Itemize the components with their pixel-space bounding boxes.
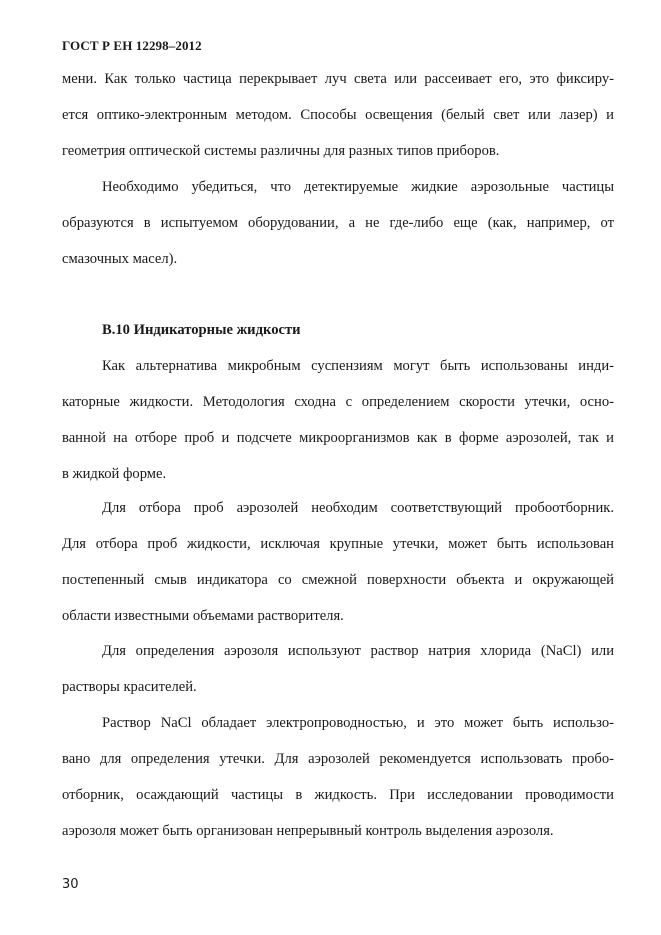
text-line: Для определения аэрозоля используют раствор натрия хлорида (NaCl) или xyxy=(102,643,614,659)
text-line: геометрия оптической системы различны для разных типов приборов. xyxy=(62,143,500,159)
text-line: мени. Как только частица перекрывает луч света или рассеивает его, это фиксиру- xyxy=(62,71,614,87)
text-line: образуются в испытуемом оборудовании, а не где-либо еще (как, например, от xyxy=(62,215,614,231)
paragraph-verification xyxy=(62,169,614,277)
section-heading: B.10 Индикаторные жидкости xyxy=(102,322,301,338)
text-line: аэрозоля может быть организован непрерывный контроль выделения аэрозоля. xyxy=(62,823,554,839)
text-line: ется оптико-электронным методом. Способы освещения (белый свет или лазер) и xyxy=(62,107,614,123)
page-number: 30 xyxy=(62,877,79,892)
text-line: Для отбора проб жидкости, исключая крупные утечки, может быть использован xyxy=(62,536,614,552)
text-line: каторные жидкости. Методология сходна с определением скорости утечки, осно- xyxy=(62,394,614,410)
text-line: растворы красителей. xyxy=(62,679,197,695)
text-line: Необходимо убедиться, что детектируемые жидкие аэрозольные частицы xyxy=(102,179,614,195)
standard-header: ГОСТ Р ЕН 12298–2012 xyxy=(62,38,202,53)
paragraph-continuation xyxy=(62,61,614,169)
text-line: Раствор NaCl обладает электропроводностью, и это может быть использо- xyxy=(102,715,614,731)
text-line: смазочных масел). xyxy=(62,251,178,267)
text-line: ванной на отборе проб и подсчете микроорганизмов как в форме аэрозолей, так и xyxy=(62,430,614,446)
paragraph-aerosol-detection xyxy=(62,633,614,705)
paragraph-sampling xyxy=(62,490,614,634)
text-line: в жидкой форме. xyxy=(62,466,167,482)
text-line: Как альтернатива микробным суспензиям могут быть использованы инди- xyxy=(102,358,614,374)
text-line: отборник, осаждающий частицы в жидкость. При исследовании проводимости xyxy=(62,787,614,803)
text-line: области известными объемами растворителя. xyxy=(62,608,344,624)
text-line: Для отбора проб аэрозолей необходим соответствующий пробоотборник. xyxy=(102,500,614,516)
paragraph-indicator-liquids xyxy=(62,348,614,492)
text-line: постепенный смыв индикатора со смежной поверхности объекта и окружающей xyxy=(62,572,614,588)
paragraph-nacl-solution xyxy=(62,705,614,849)
text-line: вано для определения утечки. Для аэрозолей рекомендуется использовать пробо- xyxy=(62,751,614,767)
